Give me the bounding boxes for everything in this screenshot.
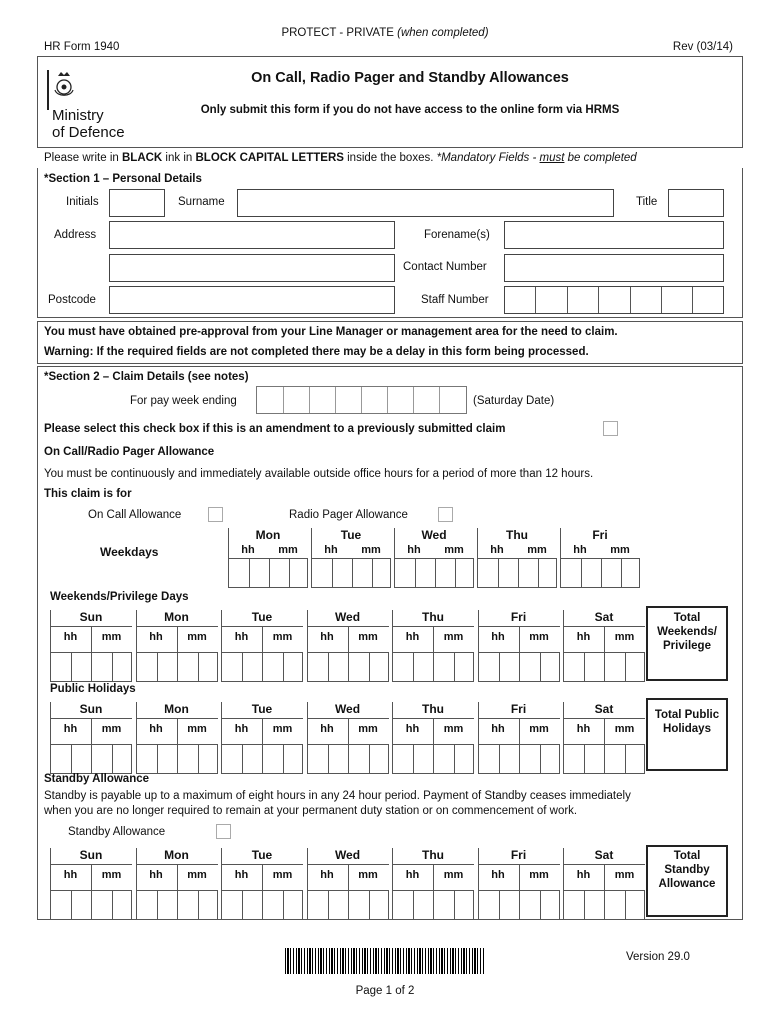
oncall-allowance-checkbox[interactable]	[208, 507, 223, 522]
weekday-day-label: Fri	[592, 528, 608, 542]
digit-divider	[625, 891, 626, 919]
amendment-checkbox[interactable]	[603, 421, 618, 436]
digit-divider	[71, 653, 72, 681]
weekdays-label: Weekdays	[100, 545, 159, 559]
amendment-label: Please select this check box if this is an amendment to a previously submitted claim	[44, 423, 506, 435]
digit-divider	[283, 891, 284, 919]
digit-divider	[262, 891, 263, 919]
total-weekends-label-1: Total	[673, 612, 701, 624]
digit-divider	[498, 559, 499, 587]
digit-divider	[584, 653, 585, 681]
standby-day-label: Sun	[79, 848, 103, 862]
digit-divider	[413, 653, 414, 681]
digit-divider	[455, 559, 456, 587]
digit-divider	[112, 653, 113, 681]
public-holiday-day-label: Sun	[79, 702, 103, 716]
weekend-time-input[interactable]	[136, 652, 218, 682]
digit-divider	[242, 653, 243, 681]
hh-label: hh	[576, 723, 591, 735]
instr-mandatory: *Mandatory Fields -	[436, 152, 540, 164]
digit-divider	[433, 653, 434, 681]
oncall-allowance-label: On Call Allowance	[88, 509, 182, 521]
digit-divider	[519, 745, 520, 773]
warning-line2: Warning: If the required fields are not completed there may be a delay in this form being processed.	[44, 346, 589, 358]
mm-label: mm	[529, 631, 549, 643]
digit-divider	[283, 653, 284, 681]
staff-digit-divider	[598, 287, 599, 313]
digit-divider	[454, 891, 455, 919]
mm-label: mm	[527, 544, 547, 556]
digit-divider	[348, 891, 349, 919]
hh-label: hh	[405, 631, 420, 643]
weekday-day-label: Thu	[506, 528, 528, 542]
weekend-day-label: Mon	[164, 610, 189, 624]
title-label: Title	[636, 196, 658, 208]
digit-divider	[518, 559, 519, 587]
total-standby-label-2: Standby	[664, 864, 710, 876]
mm-label: mm	[529, 723, 549, 735]
digit-divider	[540, 653, 541, 681]
digit-divider	[584, 745, 585, 773]
public-holiday-time-input[interactable]	[478, 744, 560, 774]
mm-label: mm	[187, 631, 207, 643]
digit-divider	[283, 745, 284, 773]
org-name	[52, 107, 125, 141]
mm-label: mm	[443, 631, 464, 643]
public-holiday-time-input[interactable]	[392, 744, 474, 774]
weekday-time-input[interactable]	[394, 558, 474, 588]
digit-divider	[177, 891, 178, 919]
mm-label: mm	[610, 544, 630, 556]
barcode	[285, 948, 485, 974]
instr-completed: be completed	[564, 152, 637, 164]
digit-divider	[604, 891, 605, 919]
digit-divider	[369, 745, 370, 773]
public-holiday-day-label: Mon	[164, 702, 189, 716]
weekday-day-label: Mon	[255, 528, 281, 542]
digit-divider	[352, 559, 353, 587]
claim-for-label: This claim is for	[44, 488, 132, 500]
standby-time-input[interactable]	[221, 890, 303, 920]
hh-label: hh	[320, 631, 334, 643]
total-public-label-1: Total Public	[654, 709, 720, 721]
mm-label: mm	[278, 544, 298, 556]
total-weekends-box[interactable]	[646, 606, 728, 681]
weekend-day-label: Fri	[510, 610, 527, 624]
digit-divider	[112, 891, 113, 919]
weekday-day-label: Wed	[421, 528, 447, 542]
digit-divider	[369, 653, 370, 681]
standby-day-label: Sat	[594, 848, 614, 862]
weekend-day-label: Thu	[422, 610, 444, 624]
staff-digit-divider	[692, 287, 693, 313]
standby-heading: Standby Allowance	[44, 773, 150, 785]
hh-label: hh	[324, 544, 338, 556]
mm-label: mm	[101, 869, 122, 881]
digit-divider	[242, 745, 243, 773]
mm-label: mm	[443, 723, 464, 735]
weekend-time-input[interactable]	[221, 652, 303, 682]
form-title: On Call, Radio Pager and Standby Allowances	[251, 70, 569, 86]
staff-number-label: Staff Number	[421, 294, 489, 306]
digit-divider	[601, 559, 602, 587]
digit-divider	[91, 745, 92, 773]
form-revision: Rev (03/14)	[672, 41, 733, 53]
forenames-label: Forename(s)	[424, 229, 490, 241]
digit-divider	[328, 891, 329, 919]
date-digit-divider	[335, 387, 336, 413]
date-digit-divider	[439, 387, 440, 413]
weekend-time-input[interactable]	[563, 652, 645, 682]
mm-label: mm	[358, 631, 378, 643]
total-weekends-label-3: Privilege	[663, 640, 711, 652]
mm-label: mm	[358, 869, 378, 881]
forenames-input[interactable]	[504, 221, 724, 249]
staff-digit-divider	[535, 287, 536, 313]
standby-day-label: Fri	[510, 848, 527, 862]
digit-divider	[332, 559, 333, 587]
mm-label: mm	[272, 631, 293, 643]
digit-divider	[289, 559, 290, 587]
digit-divider	[413, 891, 414, 919]
pay-week-date-input[interactable]	[256, 386, 467, 414]
total-weekends-label-2: Weekends/	[657, 626, 717, 638]
mm-label: mm	[272, 723, 293, 735]
mm-label: mm	[529, 869, 549, 881]
date-digit-divider	[309, 387, 310, 413]
digit-divider	[519, 653, 520, 681]
standby-time-input[interactable]	[478, 890, 560, 920]
public-holiday-time-input[interactable]	[221, 744, 303, 774]
hh-label: hh	[149, 869, 163, 881]
digit-divider	[604, 653, 605, 681]
instr-part2: ink in	[162, 152, 196, 164]
weekday-time-input[interactable]	[477, 558, 557, 588]
digit-divider	[112, 745, 113, 773]
staff-digit-divider	[630, 287, 631, 313]
date-digit-divider	[413, 387, 414, 413]
form-subtitle: Only submit this form if you do not have access to the online form via HRMS	[200, 104, 620, 116]
public-holiday-time-input[interactable]	[307, 744, 389, 774]
hh-label: hh	[405, 869, 420, 881]
weekday-day-label: Tue	[340, 528, 362, 542]
digit-divider	[581, 559, 582, 587]
protect-marking	[0, 27, 770, 39]
digit-divider	[242, 891, 243, 919]
digit-divider	[621, 559, 622, 587]
mm-label: mm	[614, 631, 635, 643]
instr-caps: BLOCK CAPITAL LETTERS	[195, 152, 344, 164]
contact-input[interactable]	[504, 254, 724, 282]
digit-divider	[198, 891, 199, 919]
hh-label: hh	[573, 544, 587, 556]
address-input-line1[interactable]	[109, 221, 395, 249]
standby-time-input[interactable]	[563, 890, 645, 920]
hh-label: hh	[576, 631, 591, 643]
date-digit-divider	[387, 387, 388, 413]
hh-label: hh	[405, 723, 420, 735]
weekend-day-label: Wed	[334, 610, 361, 624]
hh-label: hh	[491, 723, 505, 735]
mm-label: mm	[101, 631, 122, 643]
digit-divider	[540, 745, 541, 773]
digit-divider	[625, 745, 626, 773]
digit-divider	[499, 653, 500, 681]
total-standby-label-1: Total	[673, 850, 701, 862]
org-name-line2: of Defence	[52, 124, 125, 141]
mm-label: mm	[614, 723, 635, 735]
warning-line1: You must have obtained pre-approval from your Line Manager or management area for the need to claim.	[44, 326, 618, 338]
digit-divider	[625, 653, 626, 681]
digit-divider	[71, 891, 72, 919]
digit-divider	[91, 891, 92, 919]
standby-time-input[interactable]	[392, 890, 474, 920]
hh-label: hh	[320, 869, 334, 881]
hh-label: hh	[63, 631, 78, 643]
standby-text-1: Standby is payable up to a maximum of eight hours in any 24 hour period. Payment of Standby ceases immediately	[44, 790, 631, 802]
staff-number-input[interactable]	[504, 286, 724, 314]
address-input-line3[interactable]	[109, 286, 395, 314]
initials-label: Initials	[66, 196, 99, 208]
digit-divider	[177, 653, 178, 681]
digit-divider	[454, 653, 455, 681]
digit-divider	[328, 745, 329, 773]
postcode-label: Postcode	[48, 294, 96, 306]
instr-part1: Please write in	[44, 152, 122, 164]
crest-icon	[51, 70, 77, 100]
weekday-time-input[interactable]	[311, 558, 391, 588]
weekend-day-label: Sat	[594, 610, 614, 624]
radio-pager-label: Radio Pager Allowance	[289, 509, 408, 521]
digit-divider	[269, 559, 270, 587]
weekday-time-input[interactable]	[560, 558, 640, 588]
staff-digit-divider	[567, 287, 568, 313]
public-holiday-day-label: Wed	[334, 702, 361, 716]
total-standby-label-3: Allowance	[658, 878, 716, 890]
digit-divider	[198, 653, 199, 681]
mm-label: mm	[101, 723, 122, 735]
weekend-time-input[interactable]	[478, 652, 560, 682]
digit-divider	[604, 745, 605, 773]
mm-label: mm	[272, 869, 293, 881]
mm-label: mm	[187, 723, 207, 735]
total-public-box[interactable]	[646, 698, 728, 771]
initials-input[interactable]	[109, 189, 165, 217]
digit-divider	[177, 745, 178, 773]
hh-label: hh	[576, 869, 591, 881]
oncall-text: You must be continuously and immediately available outside office hours for a period of more than 12 hours.	[44, 468, 594, 480]
mm-label: mm	[358, 723, 378, 735]
digit-divider	[499, 891, 500, 919]
hh-label: hh	[234, 723, 249, 735]
hh-label: hh	[63, 723, 78, 735]
digit-divider	[499, 745, 500, 773]
standby-time-input[interactable]	[136, 890, 218, 920]
org-name-line1: Ministry	[52, 107, 104, 124]
total-standby-box[interactable]	[646, 845, 728, 917]
digit-divider	[157, 745, 158, 773]
standby-text-2: when you are no longer required to remain at your permanent duty station or on commencement of work.	[44, 805, 578, 817]
total-public-label-2: Holidays	[663, 723, 711, 735]
date-digit-divider	[361, 387, 362, 413]
digit-divider	[433, 745, 434, 773]
hh-label: hh	[491, 631, 505, 643]
digit-divider	[348, 653, 349, 681]
digit-divider	[369, 891, 370, 919]
mm-label: mm	[614, 869, 635, 881]
weekday-time-input[interactable]	[228, 558, 308, 588]
standby-time-input[interactable]	[307, 890, 389, 920]
public-holidays-label: Public Holidays	[50, 683, 136, 695]
hh-label: hh	[241, 544, 255, 556]
mm-label: mm	[187, 869, 207, 881]
digit-divider	[454, 745, 455, 773]
digit-divider	[435, 559, 436, 587]
form-id: HR Form 1940	[44, 41, 120, 53]
standby-time-input[interactable]	[50, 890, 132, 920]
section2-title: *Section 2 – Claim Details (see notes)	[44, 371, 249, 383]
standby-day-label: Tue	[251, 848, 273, 862]
digit-divider	[433, 891, 434, 919]
address-input-line2[interactable]	[109, 254, 395, 282]
protect-text: PROTECT - PRIVATE	[281, 27, 394, 39]
weekend-time-input[interactable]	[307, 652, 389, 682]
standby-day-label: Mon	[164, 848, 189, 862]
standby-allowance-checkbox[interactable]	[216, 824, 231, 839]
digit-divider	[157, 891, 158, 919]
weekend-time-input[interactable]	[392, 652, 474, 682]
version-label: Version 29.0	[626, 951, 690, 963]
digit-divider	[91, 653, 92, 681]
contact-label: Contact Number	[403, 261, 487, 273]
digit-divider	[538, 559, 539, 587]
radio-pager-checkbox[interactable]	[438, 507, 453, 522]
digit-divider	[262, 745, 263, 773]
mm-label: mm	[444, 544, 464, 556]
mm-label: mm	[443, 869, 464, 881]
weekends-label: Weekends/Privilege Days	[50, 591, 189, 603]
digit-divider	[519, 891, 520, 919]
digit-divider	[348, 745, 349, 773]
digit-divider	[540, 891, 541, 919]
surname-label: Surname	[178, 196, 225, 208]
staff-digit-divider	[661, 287, 662, 313]
instr-must: must	[539, 152, 565, 164]
date-digit-divider	[283, 387, 284, 413]
digit-divider	[584, 891, 585, 919]
address-label: Address	[54, 229, 97, 241]
section1-title: *Section 1 – Personal Details	[44, 173, 202, 185]
instructions	[44, 152, 637, 164]
standby-day-label: Thu	[422, 848, 444, 862]
digit-divider	[415, 559, 416, 587]
digit-divider	[372, 559, 373, 587]
hh-label: hh	[149, 631, 163, 643]
digit-divider	[262, 653, 263, 681]
public-holiday-time-input[interactable]	[136, 744, 218, 774]
digit-divider	[249, 559, 250, 587]
instr-black: BLACK	[121, 152, 163, 164]
saturday-date-label: (Saturday Date)	[473, 395, 555, 407]
public-holiday-day-label: Sat	[594, 702, 614, 716]
protect-note: (when completed)	[397, 27, 489, 39]
hh-label: hh	[490, 544, 504, 556]
standby-allowance-label: Standby Allowance	[68, 826, 166, 838]
pay-week-label: For pay week ending	[130, 395, 237, 407]
public-holiday-day-label: Fri	[510, 702, 527, 716]
digit-divider	[328, 653, 329, 681]
public-holiday-time-input[interactable]	[50, 744, 132, 774]
page-number: Page 1 of 2	[355, 985, 415, 997]
weekend-day-label: Sun	[79, 610, 103, 624]
digit-divider	[413, 745, 414, 773]
public-holiday-day-label: Tue	[251, 702, 273, 716]
hh-label: hh	[149, 723, 163, 735]
logo-bar	[47, 70, 49, 110]
digit-divider	[71, 745, 72, 773]
weekend-day-label: Tue	[251, 610, 273, 624]
public-holiday-day-label: Thu	[422, 702, 444, 716]
hh-label: hh	[234, 631, 249, 643]
oncall-heading: On Call/Radio Pager Allowance	[44, 446, 215, 458]
hh-label: hh	[491, 869, 505, 881]
surname-input[interactable]	[237, 189, 614, 217]
instr-part3: inside the boxes.	[343, 152, 437, 164]
hh-label: hh	[63, 869, 78, 881]
mm-label: mm	[361, 544, 381, 556]
standby-day-label: Wed	[334, 848, 361, 862]
hh-label: hh	[234, 869, 249, 881]
hh-label: hh	[407, 544, 421, 556]
digit-divider	[157, 653, 158, 681]
public-holiday-time-input[interactable]	[563, 744, 645, 774]
weekend-time-input[interactable]	[50, 652, 132, 682]
title-input[interactable]	[668, 189, 724, 217]
hh-label: hh	[320, 723, 334, 735]
digit-divider	[198, 745, 199, 773]
